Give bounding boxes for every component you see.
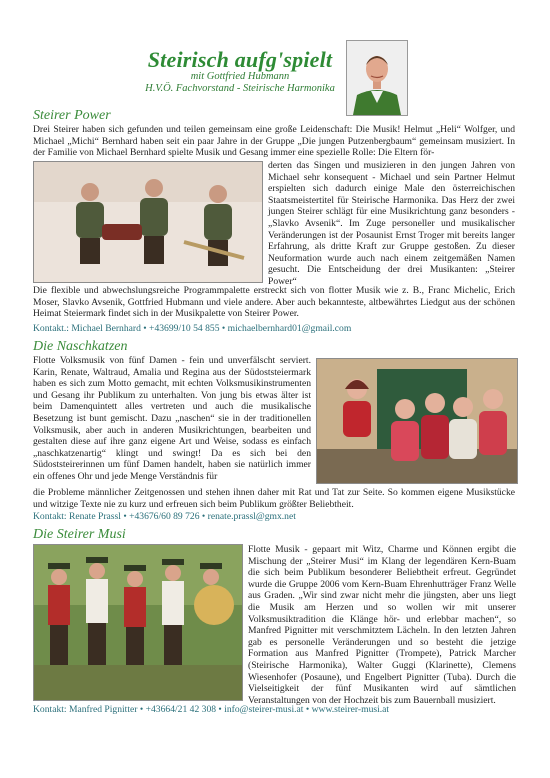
page-title: Steirisch aufg'spielt [147,47,333,72]
steirer-power-band-photo [33,161,263,283]
steirer-musi-band-photo [33,544,243,701]
section-heading-steirer-power: Steirer Power [33,108,111,123]
contact-steirer-power: Kontakt.: Michael Bernhard • +43699/10 54 855 • michaelbernhard01@gmail.com [33,323,352,334]
contact-steirer-musi: Kontakt: Manfred Pignitter • +43664/21 42 308 • info@steirer-musi.at • www.steirer-musi.at [33,704,390,715]
section-heading-naschkatzen: Die Naschkatzen [33,339,128,354]
section-text-steirer-power-side: derten das Singen und musizieren in den jungen Jahren von Michael sehr konsequent - Michael und sein Partner Helmut erspielten sich dadurch einige Male den österreichischen Staatsmeistertitel für Steirische Harmonika. Das Herz der zwei jungen Steirer schlägt für eine Musikrichtung ganz besonders - „Slavko Avsenik“. Im Zuge personeller und musikalischer Veränderungen ist der Posaunist Ernst Troger mit bereits langer Erfahrung, als dritte Kraft zur Gruppe gestoßen. Zu dieser Neuformation wurde auch nach einem zeitgemäßen Namen gesucht. Die Entscheidung der drei Musikanten: „Steirer Power“ [268,160,515,287]
page-subtitle-role: H.V.Ö. Fachvorstand - Steirische Harmonika [145,83,335,94]
section-text-steirer-power-bottom: Die flexible und abwechslungsreiche Programmpalette erstreckt sich von flotter Musik wie z. B., Franc Michelic, Erich Moser, Slavko Avsenik, Gottfried Hubmann und viele andere. Aber auch bekannteste, altbewährtes Liedgut aus der schönen Heimat Steiermark findet sich in der Musikpalette von Steirer Power. [33,285,515,320]
section-text-naschkatzen-side: Flotte Volksmusik von fünf Damen - fein und unverfälscht serviert. Karin, Renate, Waltraud, Amalia und Regina aus der Südoststeiermark haben es sich zum Motto gemacht, mit echten Volksmusikinstrumenten und Gesang ihr Publikum zu unterhalten. Von jung bis etwas älter ist beim Damenquintett alles vertreten und auch die musikalische Besetzung ist bunt gemischt. Dazu „naschen“ sie in der traditionellen Volksmusik, aber auch in anderen Musikrichtungen, bearbeiten und gestalten diese auf ihre ganz eigene Art und Weise, sodass es einfach „naschkatzenartig“ klingt und swingt! Da es sich bei den Südoststeirerinnen um fünf Damen handelt, haben sie natürlich immer ein offenes Ohr und jede Menge Verständnis für [33,355,311,482]
author-portrait-photo [346,40,408,116]
contact-naschkatzen: Kontakt: Renate Prassl • +43676/60 89 726 • renate.prassl@gmx.net [33,511,296,522]
naschkatzen-group-photo [316,358,518,484]
section-heading-steirer-musi: Die Steirer Musi [33,527,126,542]
section-text-steirer-musi-side: Flotte Musik - gepaart mit Witz, Charme und Können ergibt die Mischung der „Steirer Musi“ im Klang der legendären Kern-Buam die sich beim Publikum besonderer Beliebtheit erfreut. Gegründet wurde die Gruppe 2006 vom Kern-Buam Ehrenhutträger Franz Welle aus Graden. „Wir sind zwar nicht mehr die jüngsten, aber uns liegt die Musik am Herzen und so wollen wir mit unserer Volksmusiktradition die Klänge hör- und erlebbar machen“, so Manfred Pignitter mit verschmitztem Lächeln. In den letzten Jahren gab es personelle Veränderungen und so besteht die jetzige Formation aus Manfred Pignitter (Trompete), Patrick Marcher (Steirische Harmonika), Walter Guggi (Klarinette), Clemens Wiesenhofer (Posaune), und Engelbert Pignitter (Tuba). Durch die Vielseitigkeit der fünf Musikanten wird auf sämtlichen Veranstaltungen von der Hochzeit bis zum Bauernball musiziert. [248,544,516,706]
section-text-naschkatzen-bottom: die Probleme männlicher Zeitgenossen und stehen ihnen daher mit Rat und Tat zur Seite. So kommen eigene Musikstücke und witzige Texte nie zu kurz und erfreuen sich beim Publikum größter Beliebtheit. [33,487,515,510]
section-text-steirer-power-top: Drei Steirer haben sich gefunden und teilen gemeinsam eine große Leidenschaft: Die Musik! Helmut „Heli“ Wolfger, und Michael „Michi“ Bernhard haben seit ein paar Jahre in der Gruppe „Die jungen Putzenbergbaum“ gemeinsam musiziert. In der Familie von Michael Bernhard spielte Musik und Gesang immer eine spezielle Rolle: Die Eltern för- [33,124,515,159]
page-subtitle-author: mit Gottfried Hubmann [190,71,290,82]
